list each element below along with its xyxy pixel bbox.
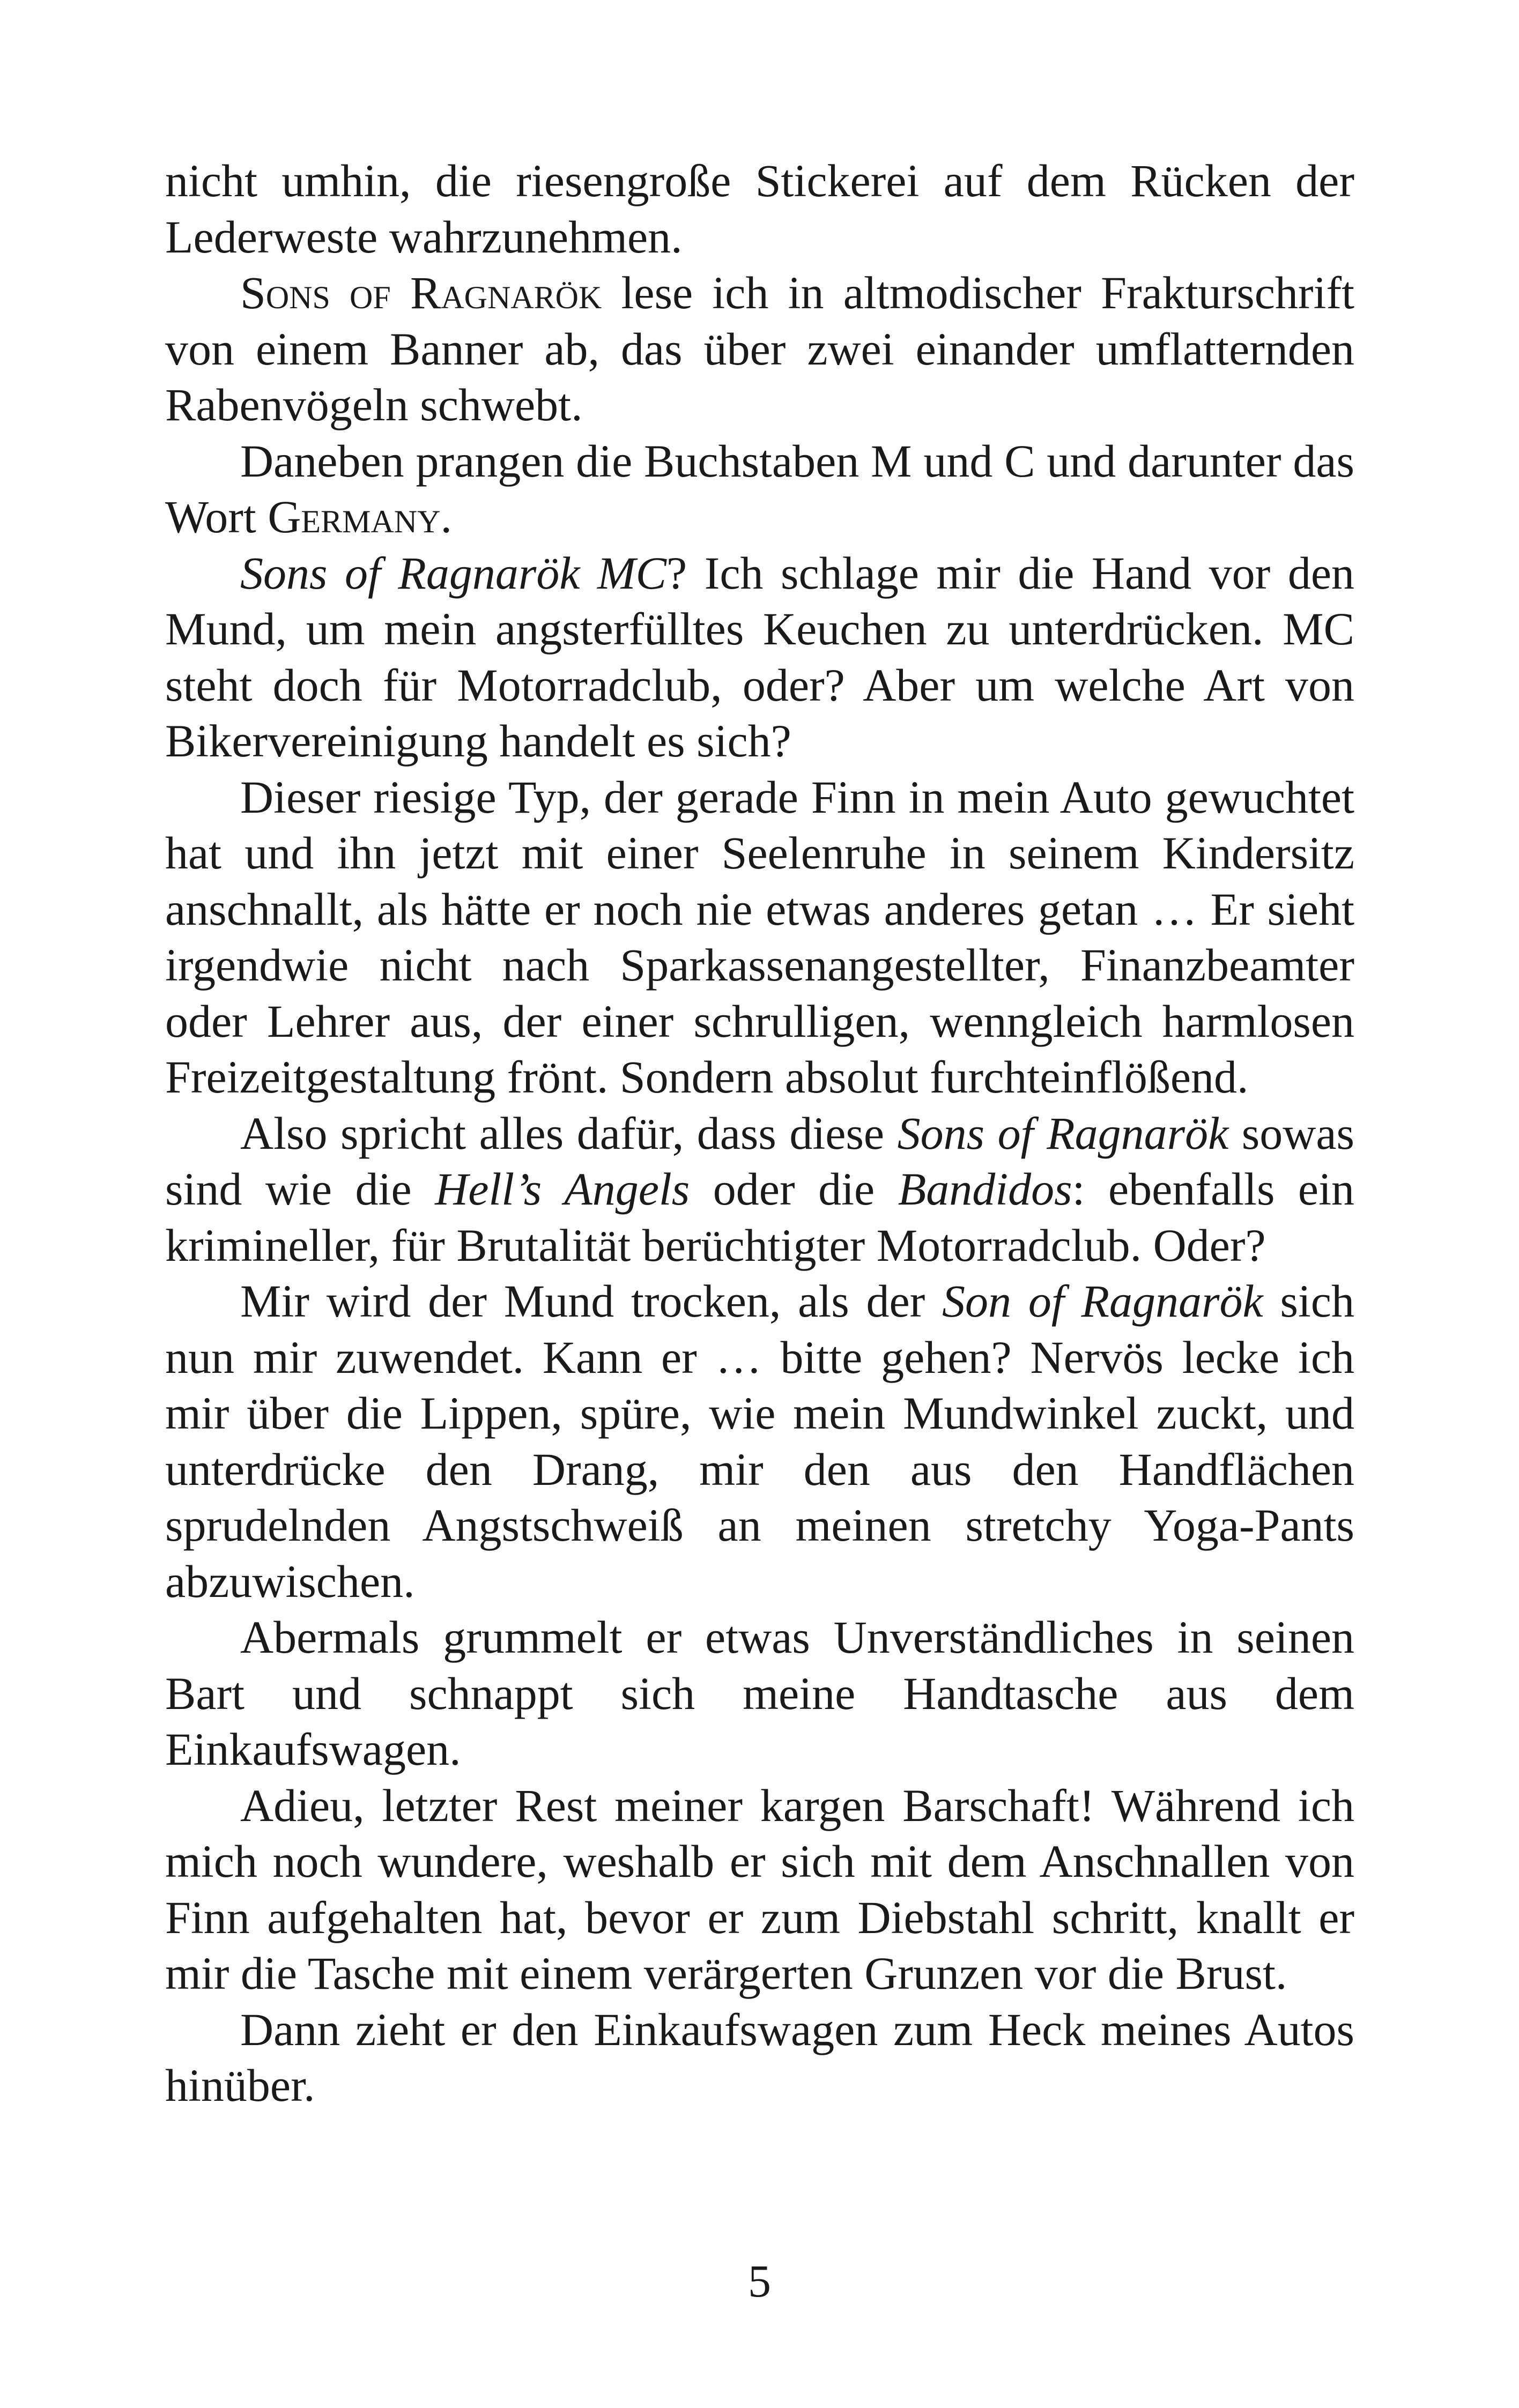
paragraph-5 xyxy=(165,769,1354,1105)
club-name-italic: Sons of Ragnarök xyxy=(897,1107,1229,1159)
paragraph-6-text-c: oder die xyxy=(690,1163,898,1215)
paragraph-3-text-a: Daneben prangen die Buchstaben M und C und darunter das Wort xyxy=(165,435,1354,542)
banner-text: Sons of Ragnarök xyxy=(240,267,602,318)
paragraph-4-text: ? Ich schlage mir die Hand vor den Mund, um mein angsterfülltes Keuchen zu unterdrücken. MC steht doch für Motorradclub, oder? Aber um welche Art von Bikervereinigung handelt es sich? xyxy=(165,547,1354,767)
paragraph-7 xyxy=(165,1273,1354,1609)
son-of-ragnarok-italic: Son of Ragnarök xyxy=(942,1275,1263,1327)
paragraph-1-text: nicht umhin, die riesengroße Stickerei auf dem Rücken der Lederweste wahrzunehmen. xyxy=(165,155,1354,263)
paragraph-9 xyxy=(165,1778,1354,2002)
paragraph-10-text: Dann zieht er den Einkaufswagen zum Heck meines Autos hinüber. xyxy=(165,2003,1354,2111)
paragraph-2 xyxy=(165,265,1354,433)
paragraph-9-text: Adieu, letzter Rest meiner kargen Barschaft! Während ich mich noch wundere, weshalb er sich mit dem Anschnallen von Finn aufgehalten hat, bevor er zum Diebstahl schritt, knallt er mir die Tasche mit einem verärgerten Grunzen vor die Brust. xyxy=(165,1779,1354,1999)
club-name-italic: Sons of Ragnarök MC xyxy=(240,547,667,599)
paragraph-6 xyxy=(165,1105,1354,1274)
page-number: 5 xyxy=(748,2255,771,2307)
hells-angels-italic: Hell’s Angels xyxy=(435,1163,690,1215)
page-body xyxy=(165,153,1354,2114)
paragraph-6-text-a: Also spricht alles dafür, dass diese xyxy=(240,1107,898,1159)
paragraph-2-text: lese ich in altmodischer Frakturschrift von einem Banner ab, das über zwei einander umflatternden Rabenvögeln schwebt. xyxy=(165,267,1355,430)
paragraph-4 xyxy=(165,545,1354,769)
paragraph-7-text-b: sich nun mir zuwendet. Kann er … bitte gehen? Nervös lecke ich mir über die Lippen, spüre, wie mein Mundwinkel zuckt, und unterdrücke den Drang, mir den aus den Handflächen sprudelnden Angstschweiß an meinen stretchy Yoga-Pants abzuwischen. xyxy=(165,1275,1354,1607)
paragraph-8-text: Abermals grummelt er etwas Unverständliches in seinen Bart und schnappt sich meine Handtasche aus dem Einkaufswagen. xyxy=(165,1611,1354,1775)
paragraph-10 xyxy=(165,2002,1354,2114)
paragraph-6-text-b: sowas sind wie die xyxy=(165,1107,1354,1215)
paragraph-3 xyxy=(165,433,1354,545)
paragraph-6-text-d: : ebenfalls ein krimineller, für Brutalität berüchtigter Motorradclub. Oder? xyxy=(165,1163,1354,1271)
bandidos-italic: Bandidos xyxy=(898,1163,1072,1215)
paragraph-3-text-b: . xyxy=(440,491,452,542)
paragraph-5-text: Dieser riesige Typ, der gerade Finn in mein Auto gewuchtet hat und ihn jetzt mit einer Seelenruhe in seinem Kindersitz anschnallt, als hätte er noch nie etwas anderes getan … Er sieht irgendwie nicht nach Sparkassenangestellter, Finanzbeamter oder Lehrer aus, der einer schrulligen, wenngleich harmlosen Freizeitgestaltung frönt. Sondern absolut furchteinflößend. xyxy=(165,771,1354,1103)
paragraph-1 xyxy=(165,153,1354,265)
germany-word: Germany xyxy=(268,491,441,542)
paragraph-7-text-a: Mir wird der Mund trocken, als der xyxy=(240,1275,943,1327)
paragraph-8 xyxy=(165,1609,1354,1778)
